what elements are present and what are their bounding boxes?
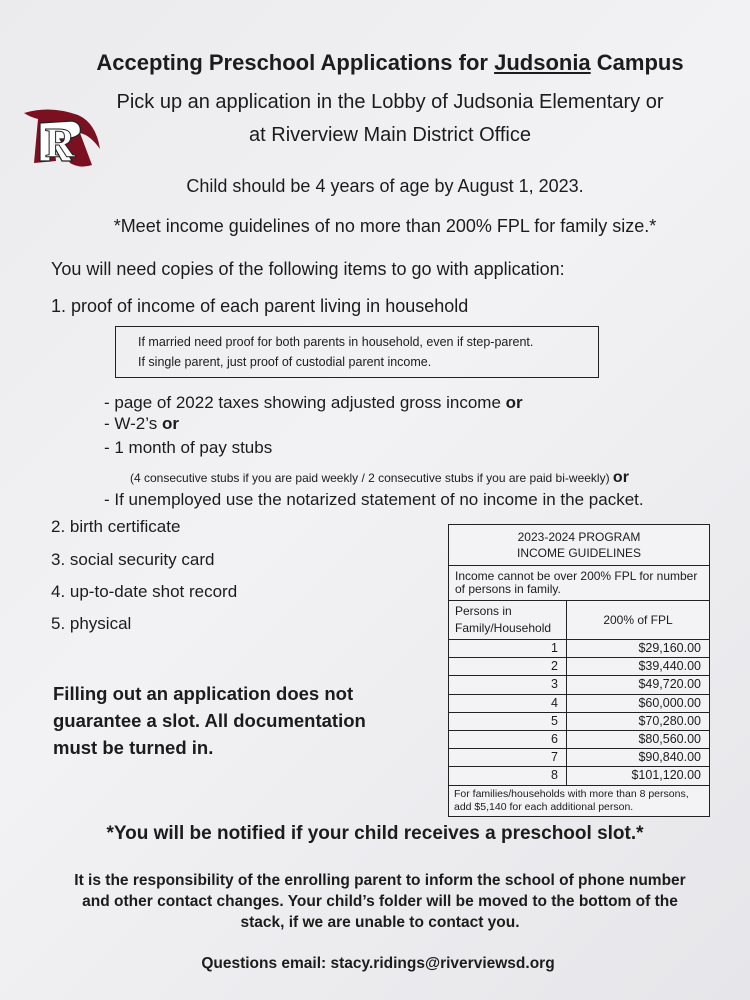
table-footer: For families/households with more than 8 persons, add $5,140 for each additional person. — [454, 787, 689, 813]
note-line-1: If married need proof for both parents in household, even if step-parent. — [138, 335, 534, 349]
logo-letter: R — [44, 121, 76, 167]
table-title: 2023-2024 PROGRAM INCOME GUIDELINES — [449, 525, 709, 566]
notified-note: *You will be notified if your child receives a preschool slot.* — [106, 823, 644, 844]
item-2: 2. birth certificate — [51, 517, 181, 536]
table-note: Income cannot be over 200% FPL for number of persons in family. — [449, 566, 709, 601]
guarantee-note: Filling out an application does not guarantee a slot. All documentation must be turned in. — [53, 683, 366, 758]
proof-unemployed: - If unemployed use the notarized statement of no income in the packet. — [104, 490, 644, 509]
item-4: 4. up-to-date shot record — [51, 582, 238, 601]
proof-stubs: - 1 month of pay stubs — [104, 438, 273, 457]
table-row: 7 $90,840.00 — [449, 749, 709, 767]
campus-name: Judsonia — [494, 50, 591, 75]
questions-email: Questions email: stacy.ridings@riverviewsd.org — [201, 955, 555, 972]
page-title: Accepting Preschool Applications for Judsonia Campus — [96, 50, 684, 75]
note-line-2: If single parent, just proof of custodial parent income. — [138, 355, 432, 369]
col-fpl: 200% of FPL — [603, 613, 673, 627]
table-row: 4 $60,000.00 — [449, 695, 709, 713]
pickup-line-1: Pick up an application in the Lobby of Judsonia Elementary or — [116, 91, 664, 113]
proof-taxes: - page of 2022 taxes showing adjusted gross income or — [104, 393, 523, 412]
table-row: 3 $49,720.00 — [449, 676, 709, 694]
pickup-line-2: at Riverview Main District Office — [249, 124, 531, 146]
income-guidelines-table — [448, 524, 710, 817]
income-requirement: *Meet income guidelines of no more than 200% FPL for family size.* — [113, 216, 657, 236]
table-row: 2 $39,440.00 — [449, 658, 709, 676]
item-1: 1. proof of income of each parent living in household — [51, 296, 469, 316]
items-intro: You will need copies of the following items to go with application: — [51, 259, 565, 279]
table-row: 6 $80,560.00 — [449, 731, 709, 749]
proof-w2: - W-2’s or — [104, 414, 179, 433]
col-persons: Persons in Family/Household — [449, 601, 567, 639]
table-row: 1 $29,160.00 — [449, 640, 709, 658]
table-row: 5 $70,280.00 — [449, 713, 709, 731]
stubs-note: (4 consecutive stubs if you are paid weekly / 2 consecutive stubs if you are paid bi-weekly) or — [130, 469, 629, 486]
income-note-box — [115, 326, 599, 378]
item-5: 5. physical — [51, 614, 132, 633]
item-3: 3. social security card — [51, 550, 215, 569]
responsibility-note: It is the responsibility of the enrolling parent to inform the school of phone number and other contact changes. Your child’s folder will be moved to the bottom of the stack, if we are unable to contact you. — [74, 872, 686, 931]
table-row: 8 $101,120.00 — [449, 767, 709, 785]
age-requirement: Child should be 4 years of age by August 1, 2023. — [186, 176, 584, 196]
table-header — [449, 601, 709, 640]
riverview-logo — [20, 105, 104, 171]
